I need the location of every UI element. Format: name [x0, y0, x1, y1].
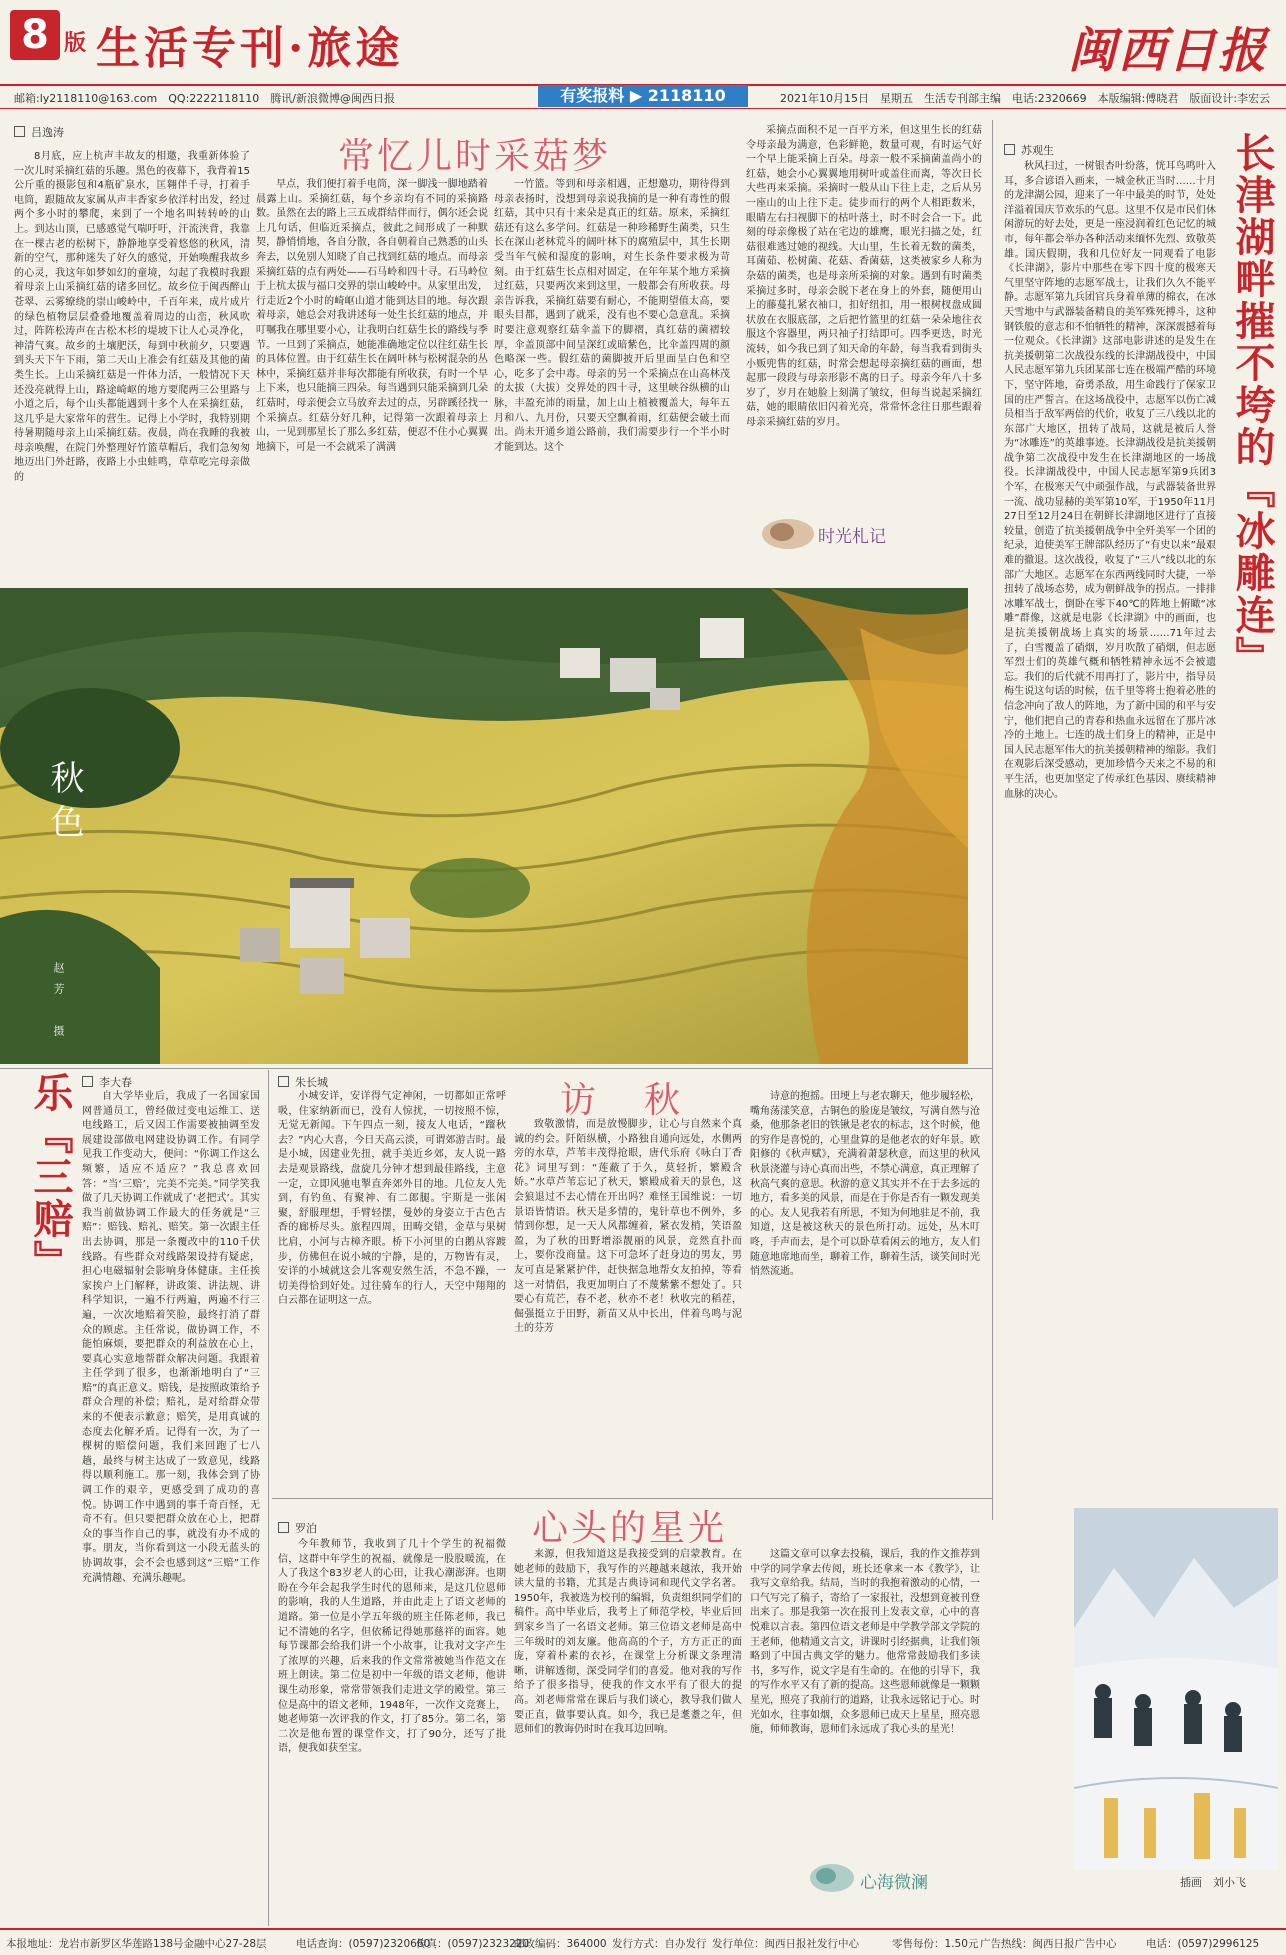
footer-phone: 电话查询：(0597)2320660	[296, 1938, 431, 1950]
tag-shiguang	[760, 512, 910, 554]
photo-caption: 秋色	[44, 760, 84, 848]
fangqiu-col1: 小城安详，安详得气定神闲，一切都如正常呼吸，住家纳新而已，没有人惊扰，一切按照不惊，无觉无新闻。下午四点一刻，接友人电话，“蹓秋去？”内心大喜，今日天高云淡，可谓郊游吉时。最是小城，因建业先扭，就手美近乡郊，友人说一路去是观景路线，盘旋几分钟才想到最佳路线，主意一定，立即风驰电掣直奔郊外目的地。几位友人先到，有钓鱼、有聚神、有二郎腿。宇斯是一张闲聚，舒服理想，手臂轻摆，曼妙的身姿立于古色古香的廊桥尽头。旅程四周，田畴交错，金草与果树比肩，小河与古樟齐眼。桥下小河里的白鹅从容踱步，仿佛但在说小城的宁静，是的，万物皆有灵，安详的小城就这会儿客观安然生活，不急不躁，一切美得恰到好处。过往骑车的行人，天空中翔翔的白云都在证明这一点。	[278, 1091, 506, 1307]
ink-brush-icon	[760, 512, 816, 552]
bingdiaolian-body: 秋风扫过，一树银杏叶纷落，恍耳鸟鸣叶入耳，多合谚语入画来，一城金秋正当时……十月的龙津湖公园，迎来了一年中最美的时节，处处洋溢着国庆节欢乐的气息。这里不仅是市民们休闲游玩的好去处，更是一座浸润着红色记忆的城市，每年都会举办各种活动来缅怀先烈、致敬英雄。国庆假期，我和几位好友一同观看了电影《长津湖》，影片中那些在零下四十度的极寒天气里坚守阵地的志愿军战士，让我们久久不能平静。志愿军第九兵团官兵身着单薄的棉衣，在冰天雪地中与武器装备精良的美军殊死搏斗，这种钢铁般的意志和不怕牺牲的精神，深深震撼着每一位观众。《长津湖》这部电影讲述的是发生在抗美援朝第二次战役东线的长津湖战役中，中国人民志愿军第九兵团某部七连在极端严酷的环境下，坚守阵地，奋勇杀敌，用生命践行了保家卫国的庄严誓言。在这场战役中，志愿军以伤亡减员相当于敌军两倍的代价，收复了三八线以北的东部广大地区，扭转了战局，这就是被后人誉为“冰雕连”的英雄事迹。长津湖战役是抗美援朝战争第二次战役中发生在长津湖地区的一场战役。长津湖战役中，中国人民志愿军第9兵团3个军，在极寒天气中顽强作战，与武器装备世界一流、战功显赫的美军第10军，于1950年11月27日至12月24日在朝鲜长津湖地区进行了直接较量，创造了抗美援朝战争中全歼美军一个团的纪录，迫使美军王牌部队经历了“有史以来”最艰难的撤退。这次战役，收复了“三八”线以北的东部广大地区。志愿军在东西两线同时大捷，一举扭转了战场态势，成为朝鲜战争的拐点。一排排冰雕军战士，倒卧在零下40℃的阵地上俯瞰“冰雕”群像，这就是电影《长津湖》中的画面，也是抗美援朝战场上真实的场景……71年过去了，白雪覆盖了硝烟，岁月吹散了硝烟，但志愿军烈士们的英雄气概和牺牲精神永远不会被遗忘。我们的后代就不用再打了，影片中，指导员梅生说这句话的时候，伍千里等将士抱着必胜的信念冲向了敌人的阵地，为了新中国的和平与安宁，他们把自己的青春和热血永远留在了那片冰冷的土地上。七连的战士们身上的精神，正是中国人民志愿军伟大的抗美援朝精神的缩影。我们在观影后深受感动，更加珍惜今天来之不易的和平生活，也更加坚定了传承红色基因、赓续精神血脉的决心。	[1004, 161, 1216, 800]
fangqiu-col3: 诗意的抱摇。田埂上与老农聊天，他步履轻松，嘴角荡漾笑意，古铜色的脸庞是皱纹，写满自然与沧桑，他那条老旧的铁锹是老农的标志，这个时候，他的穷作是喜悦的，心里盘算的是他老农的好年景。欧阳修的《秋声赋》，充满着萧瑟秋意，而这里的秋风秋景浇灌与诗心真而出些，不禁心满意，真正理解了秋高气爽的意思。秋游的意义其实并不在于去多远的地方，看多美的风景，而是在于你是否有一颗发现美的心。友人见我若有所思，不知为何地驻足不前，我知道，这是被这秋天的景色所打动。远处，丛木叮咚，手声而去，是个可以卧草看闲云的地方，友人们随意地席地而坐，聊着工作，聊着生活，谈笑间时光悄然流逝。	[750, 1091, 980, 1278]
fangqiu-col2: 致敬激情，而是放慢脚步，让心与自然来个真诚的约会。阡陌纵横，小路独自通向远处，水侧两旁的水草，芦苇丰茂得抢眼，唐代乐府《咏白丁香花》词里写到：“莲蔽了于久，莫轻折，繁殿含娇。”水草芦苇忘记了秋天，繁殿成着天的景色，这会狼退过不去心情在开出吗？难怪王国维说：一切景语皆情语。秋天是多情的，鬼针草也不例外，多情到你想，足一天人风都缠着，紧衣发梢，笑语盈盈，为了秋的田野增添靓丽的风景，竞然直扑而上，要你没商量。这下可急坏了赶身边的男友，男友可直是紧紧护伴，赶快据急地帮女友拍掉，等看这一对情侣，我更加明白了不蔑紫紫不想处了。只要心有荒芒，春不老，秋亦不老！秋收完的稻茬，倔强挺立于田野，新苗又从中长出，伴着鸟鸣与泥土的芬芳	[514, 1119, 742, 1335]
sanpei-title: 乐『三赔』	[27, 1072, 74, 1282]
hotline-number: 2118110	[647, 86, 726, 105]
page-unit: 版	[64, 31, 87, 56]
mushroom-col2: 早点，我们便打着手电筒，深一脚浅一脚地踏着晨露上山。采摘红菇，每个乡亲均有不同的采摘路数。虽然在去的路上三五成群结伴而行，偶尔还会说上几句话，但临近采摘点，彼此之间形成了一种默契，静悄悄地，各自分散，各自朝着自己熟悉的山头奔去，以免别人知晓了自己找到红菇的地点。而母亲采摘红菇的点有两处——石马岭和四十寻。石马岭位于上杭太拔与福口交界的崇山峻岭中。从家里出发，行走近2个小时的崎岖山道才能到达目的地。每次跟着母亲，她总会对我讲述每一处生长红菇的地点，并叮嘱我在哪里要小心，让我明白红菇生长的路线与季节。一旦到了采摘点，她能准确地定位以往红菇生长的具体位置。由于红菇生长在阔叶林与松树混杂的丛林中，采摘红菇并非每次都能有所收获，有时一个早上下来，也只能摘三四朵。每当遇到只能采摘到几朵红菇时，母亲便会立马放弃去过的点，另辟蹊径找一个采摘点。红菇分好几种，记得第一次跟着母亲上山，一见到那星长了那么多红菇，便忍不住小心翼翼地摘下，可是一不会就采了满满	[256, 179, 488, 453]
tag-xinhai	[808, 1860, 968, 1900]
footer-postcode: 邮政编码：364000	[514, 1938, 607, 1950]
footer	[0, 1928, 1286, 1952]
footer-issuer: 发行方式：自办发行	[612, 1938, 707, 1950]
hotline-arrow-icon: ▶	[629, 86, 648, 105]
footer-issue-office: 发行单位：闽西日报社发行中心	[712, 1938, 859, 1950]
footer-ad-phone: 电话：(0597)2996125	[1146, 1938, 1260, 1950]
footer-price: 零售每份：1.50元	[892, 1938, 979, 1950]
column-divider	[268, 1070, 269, 1926]
tag-xinhai-label: 心海微澜	[860, 1873, 928, 1893]
xinguang-col3: 这篇文章可以拿去投稿，课后，我的作文推荐到中学的同学拿去传阅，班长还拿来一本《教学》，让我写文章给我。结局，当时的我抱着激动的心情，一口气写完了稿子，寄给了一家报社，没想到竟被刊登出来了。那是我第一次在报刊上发表文章，心中的喜悦难以言表。第四位语文老师是中学教学部文学院的王老师，他精通文言文，讲课时引经据典，让我们领略到了中国古典文学的魅力。他常常鼓励我们多读书，多写作，说文字是有生命的。在他的引导下，我的写作水平又有了新的提高。这些恩师就像是一颗颗星光，照亮了我前行的道路，让我永远铭记于心。时光如水，往事如烟，众多恩师已成天上星星，照亮恩施，师师教诲，恩师们永远成了我心头的星光！	[750, 1549, 980, 1736]
section-title: 生活专刊·旅途	[96, 23, 404, 74]
autumn-photo	[0, 588, 968, 1064]
footer-address: 本报地址：龙岩市新罗区华莲路138号金融中心27-28层	[6, 1938, 267, 1950]
hotline-badge	[538, 85, 748, 107]
xinguang-col2: 来源，但我知道这是我接受到的启蒙教育。在她老师的鼓励下，我写作的兴趣越来越浓，我开始读大量的书籍，尤其是古典诗词和现代文学名著。1950年，我被选为校刊的编辑，负责组织同学们的稿件。高中毕业后，我考上了师范学校，毕业后回到家乡当了一名语文老师。第三位语文老师是高中三年级时的刘友廉。他高高的个子，方方正正的面庞，穿着朴素的衣衫，在课堂上分析课文条理清晰，讲解透彻，深受同学们的喜爱。他对我的写作给予了很多指导，使我的作文水平有了很大的提高。刘老师常常在课后与我们谈心，教导我们做人要正直，做事要认真。如今，我已是耄耋之年，但恩师们的教诲仍时时在我耳边回响。	[514, 1549, 742, 1736]
xinguang-author: 罗泊	[278, 1520, 317, 1536]
village-landscape-image	[0, 588, 968, 1064]
info-bar	[0, 84, 1286, 109]
paper-logo: 闽西日报	[1067, 23, 1268, 79]
ink-splash-icon	[808, 1860, 856, 1896]
snow-soldiers-illustration	[1074, 1508, 1278, 1870]
photo-credit: 赵芳 摄	[52, 962, 65, 1046]
mushroom-title: 常忆儿时采菇梦	[338, 136, 612, 177]
tag-shiguang-label: 时光札记	[818, 527, 886, 547]
footer-fax: 传真：(0597)2323220	[416, 1938, 530, 1950]
illustration-credit: 插画 刘小飞	[1180, 1876, 1246, 1889]
sanpei-author: 李大春	[82, 1074, 132, 1090]
mushroom-col4: 采摘点面积不足一百平方米，但这里生长的红菇令母亲最为满意，色彩鲜艳，数量可观，有时运气好一个早上能采摘上百朵。母亲一般不采摘菌盖尚小的红菇，她会小心翼翼地用树叶或盖住而离，等次日长大些再来采摘。采摘时一般从山下往上走，之后从另一座山的山上往下走。徒步而行的两个人相距数米，眼睛左右扫视脚下的枯叶落土，时不时会合一下。此刻的母亲像极了站在宅边的雄鹰，眼光扫描之处，红菇很难逃过她的视线。大山里，生长着无数的菌类，耳菌茹、松树菌、花菇、香菌菇，这类被家乡人称为杂菇的菌类，也是母亲所采摘的对象。遇到有时菌类采摘过多时，母亲会脱下老在身上的外套，随便用山上的藤蔓扎紧衣袖口，扣好纽扣，用一根树杈盘成圆状放在衣服底部，之后把竹篮里的红菇一朵朵地往衣服这个容器里，两只袖子打结即可。四季更迭，时光流转，如今我已到了知天命的年龄，每当我看到街头小贩兜售的红菇，时常会想起母亲摘红菇的画面，想起那一段段与母亲形影不离的日子。母亲今年八十多岁了，岁月在她脸上刻满了皱纹，但每当说起采摘红菇，她的眼睛依旧闪着光亮，常常怀念往日那些跟着母亲采摘红菇的岁月。	[746, 125, 982, 428]
column-divider	[992, 120, 993, 1520]
footer-ad: 广告热线：闽西日报广告中心	[980, 1938, 1117, 1950]
fangqiu-author: 朱长城	[278, 1074, 328, 1090]
mushroom-author: 吕逸涛	[14, 124, 64, 140]
mushroom-col3: 一竹篮。等到和母亲相遇，正想邀功，期待得到母亲表扬时，没想到母亲说我摘的是一种有毒性的假红菇，其中只有十来朵是真正的红菇。原来，采摘红菇还有这么多学问。红菇是一种珍稀野生菌类，只生长在深山老林荒斗的阔叶林下的腐殖层中，其生长期受当年气候和湿度的影响，对生长条件要求极为苛刻。由于红菇生长点相对固定，在年年某个地方采摘过红菇，只要两次来到这里，一般都会有所收获。母亲告诉我，采摘红菇要有耐心，不能期望值太高，要眼头目都，遇到了就采，没有也不要心急意乱。采摘时要注意观察红菇伞盖下的脚褶，真红菇的菌褶较厚，伞盖顶部中间呈深红或暗紫色，比伞盖四周的颜色略深一些。假红菇的菌脚披开后里面呈白色和空心，吃多了会中毒。母亲的另一个采摘点在山高林茂的太拔（大拔）交界处的四十寻，这里峡谷纵横的山脉，丰盈充沛的雨量，加上山上植被覆盖大，每年五月和八、九月份，只要天空飘着雨，红菇便会破土而出。尚未开通乡道公路前，我们需要步行一个半小时才能到达。这个	[494, 179, 730, 453]
bingdiaolian-title: 长津湖畔摧不垮的『冰雕连』	[1229, 132, 1276, 678]
masthead	[0, 0, 1286, 80]
row-divider	[272, 1498, 992, 1499]
hotline-label: 有奖报料	[560, 86, 625, 105]
sanpei-body: 自大学毕业后，我成了一名国家国网普通员工，曾经做过变电运维工、送电线路工，后又因工作需要被抽调至发展建设部做电网建设协调工作。有同学见我工作变动大，便问：“你调工作这么频繁，适应不适应？”我总喜欢回答：“当‘三赔’，完美不完美。”同学笑我做了几天协调工作就成了‘老把式’。其实我当前做协调工作最大的任务就是“三赔”：赔钱、赔礼、赔笑。第一次跟主任出去协调，那是一条覆改中的110千伏线路。有些群众对线路架设持有疑虑，担心电磁辐射会影响身体健康。主任挨家挨户上门解释，讲政策、讲法规、讲科学知识，一遍不行两遍，两遍不行三遍，一次次地赔着笑脸，最终打消了群众的顾虑。主任常说，做协调工作，不能怕麻烦，要把群众的利益放在心上，要真心实意地帮群众解决问题。我跟着主任学到了很多，也渐渐地明白了“三赔”的真正意义。赔钱，是按照政策给予群众合理的补偿；赔礼，是对给群众带来的不便表示歉意；赔笑，是用真诚的态度去化解矛盾。记得有一次，为了一棵树的赔偿问题，我们来回跑了七八趟，最终与树主达成了一致意见，线路得以顺利施工。那一刻，我体会到了协调工作的艰辛，更感受到了成功的喜悦。协调工作中遇到的事千奇百怪，无奇不有。但只要把群众放在心上，把群众的事当作自己的事，就没有办不成的事。朋友，当你看到这一小段无蓝头的协调故事，会不会也感到这“三赔”工作充满情趣、充满乐趣呢。	[82, 1091, 260, 1584]
page-number: 8	[10, 10, 60, 60]
xinguang-title: 心头的星光	[532, 1508, 728, 1549]
snow-battlefield-image	[1074, 1508, 1278, 1870]
issue-info: 2021年10月15日 星期五 生活专刊部主编 电话:2320669 本版编辑:傅晓君 版面设计:李宏云	[780, 92, 1271, 105]
contact-info: 邮箱:ly2118110@163.com QQ:2222118110 腾讯/新浪微博@闽西日报	[14, 92, 395, 105]
fangqiu-title: 访 秋	[560, 1080, 687, 1121]
mushroom-col1: 8月底，应上杭声丰故友的相邀，我重新体验了一次儿时采摘红菇的乐趣。黑色的夜幕下，我背着15公斤重的摄影包和4瓶矿泉水，匡翱伴千寻，打着手电筒，跟随故友家属从声丰香家乡依洋村出发，经过两个多小时的攀爬，来到了一个地名叫转转岭的山上。到达山顶，已感感觉气喘吁吁，汗流浃背，我靠在一棵古老的松树下，静静地享受着悠悠的秋风，清新的空气，那种迷失了好久的感觉，开始唤醒我故乡的心灵，我这年如梦如幻的童境，勾起了我模时我跟着母亲上山采摘红菇的诸多回忆。故乡位于闽西醉山苍翠、云雾缭绕的崇山峻岭中，千百年来，成片成片的绿色植物层层叠叠地覆盖着周边的山峦，秋风吹过，阵阵松涛声在古松木杉的堤坡下让人心灵净化，神清气爽。故乡的土壤肥沃，每到中秋前夕，只要遇到头天下午下雨，第二天山上准会有红菇及其他的菌类生长。上山采摘红菇是一件体力活，一般情况下天还没亮就得上山，路途崎岖的地方要爬两三公里路与小道之后，每个山头都能遇到十多个人在采摘红菇，这几乎是大家常年的营生。记得上小学时，我特别期待暑期随母亲上山采摘红菇。夜晨，尚在我睡的我被母亲唤醒，在院门外整理好竹篮草帽后，我们急匆匆地迈出门外赶路，夜路上小虫蛙鸣，草草吃完母亲做的	[14, 151, 250, 484]
bingdiaolian-author: 苏观生	[1004, 142, 1054, 158]
xinguang-col1: 今年教师节，我收到了几十个学生的祝福微信，这群中年学生的祝福，就像是一股股暖流，在人了我这个83岁老人的心田，让我心潮澎湃。也期盼在今年会起我学生时代的恩师来，是这几位恩师的影响，我的人生道路，并由此走上了语文老师的道路。第一位是小学五年级的班主任陈老师，我已记不清她的名字，但依稀记得她那慈祥的面容。她每节课都会给我们讲一个小故事，让我对文字产生了浓厚的兴趣，后来我的作文常常被她当作范文在班上朗读。第二位是初中一年级的语文老师，他讲课生动形象，常常带领我们走进文学的殿堂。第三位是高中的语文老师，1948年，一次作文竞赛上，她老师第一次评我的作文，打了85分。第二名，第二次是他布置的课堂作文，打了90分，还写了批语，便我如获至宝。	[278, 1539, 506, 1755]
row-divider	[0, 1068, 992, 1069]
